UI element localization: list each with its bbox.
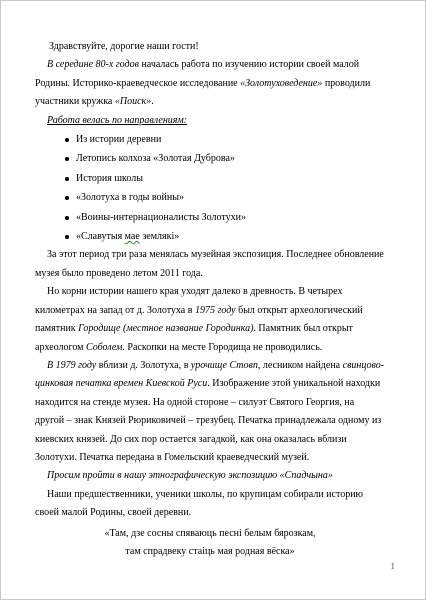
intro-text: началась работа по изучению истории своей малой Родины. Историко-краеведческое исследование [35, 59, 360, 89]
list-item: История школы [35, 169, 385, 188]
history-paragraph: Но корни истории нашего края уходят далеко в древность. В четырех километрах на запад от д. Золотуха в 1975 году был открыт археологический памятник Городище (местное название Городинка). Памятник был открыт археологом Соболем. Раскопки на месте Городища не проводились. [35, 286, 363, 353]
intro-date: В середине 80-х годов [47, 59, 139, 71]
list-item: Из истории деревни [35, 130, 385, 149]
invitation-paragraph: Просим пройти в нашу этнографическую экспозицию «Спадчына» [47, 470, 333, 482]
directions-heading: Работа велась по направлениям: [47, 114, 188, 126]
quote-line-1: «Там, дзе сосны спяваюць песнi белым бярозкам, [104, 527, 316, 539]
list-item: «Славутыя мае землякi» [35, 227, 385, 246]
document-body [35, 38, 385, 561]
ancestors-paragraph: Наши предшественники, ученики школы, по крупицам собирали историю своей малой Родины, своей деревни. [35, 488, 364, 519]
intro-term: «Золотуховедение» [240, 77, 323, 89]
page-number: 1 [390, 561, 395, 571]
intro-paragraph [35, 56, 385, 111]
exposition-paragraph: За этот период три раза менялась музейная экспозиция. Последнее обновление музея было проведено летом 2011 года. [35, 249, 384, 279]
directions-list [35, 130, 385, 246]
quote-line-2: там спрадвеку стаiць мая родная вёска» [125, 545, 295, 557]
list-item: «Золотуха в годы войны» [35, 188, 385, 207]
spellcheck-word: мае [124, 231, 140, 243]
intro-text-3: . [151, 96, 154, 108]
intro-text-2: проводили участники кружка [35, 77, 371, 108]
greeting: Здравствуйте, дорогие наши гости! [49, 41, 199, 52]
intro-club: «Поиск» [114, 96, 152, 108]
list-item: «Воины-интернационалисты Золотухи» [35, 208, 385, 227]
seal-paragraph: В 1979 году вблизи д. Золотуха, в урочище Стовп, лесником найдена свинцово-цинковая печатка времен Киевской Руси. Изображение этой уникальной находки находится на стенде музея. На одной стороне – силуэт Святого Георгия, на другой – знак Князей Рюриковичей – трезубец. Печатка принадлежала одному из киевских князей. До сих пор остается загадкой, как она оказалась вблизи Золотухи. Печатка передана в Гомельский краеведческий музей. [35, 359, 385, 463]
list-item: Летопись колхоза «Золотая Дуброва» [35, 149, 385, 168]
